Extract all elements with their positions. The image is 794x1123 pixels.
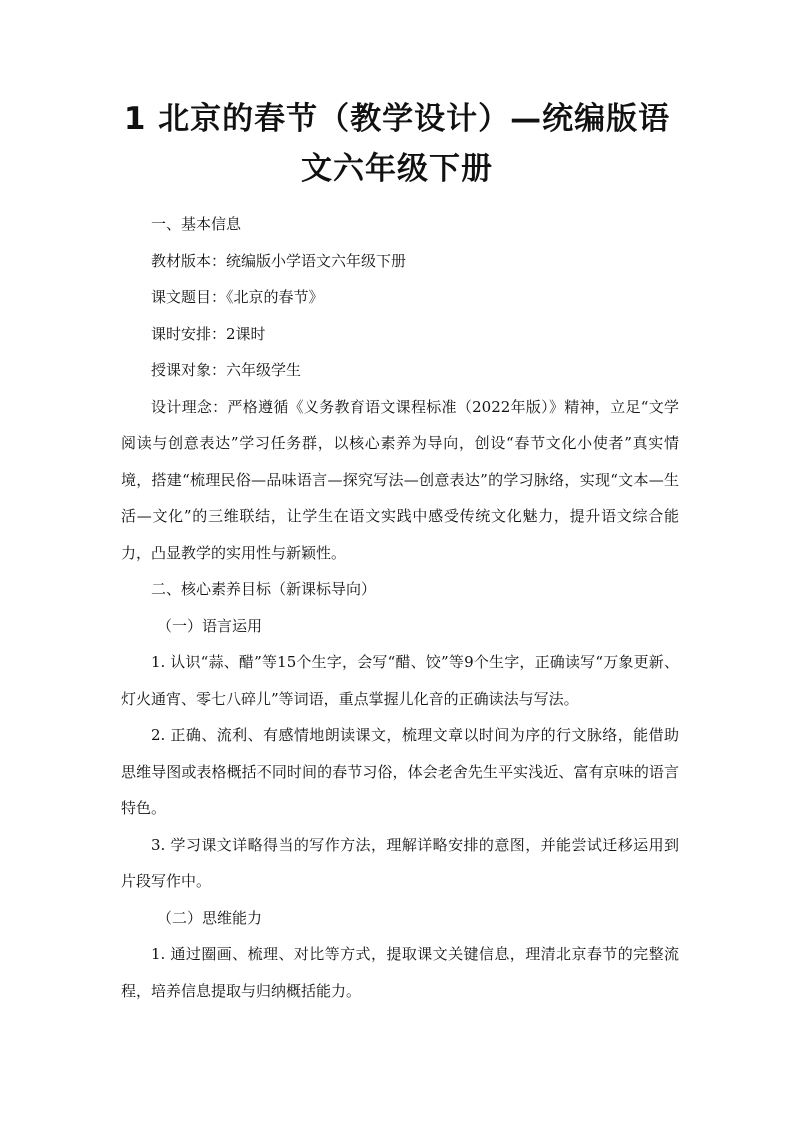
document-body: [121, 206, 679, 1009]
title-line-1: 1 北京的春节（教学设计）—统编版语: [123, 101, 671, 137]
language-goal-1: 1. 认识“蒜、醋”等15个生字，会写“醋、饺”等9个生字，正确读写“万象更新、灯火通宵、零七八碎儿”等词语，重点掌握儿化音的正确读法与写法。: [121, 653, 679, 708]
language-goal-3: 3. 学习课文详略得当的写作方法，理解详略安排的意图，并能尝试迁移运用到片段写作中。: [121, 835, 679, 890]
section-heading-basic-info: 一、基本信息: [151, 215, 242, 233]
language-goal-2: 2. 正确、流利、有感情地朗读课文，梳理文章以时间为序的行文脉络，能借助思维导图或表格概括不同时间的春节习俗，体会老舍先生平实浅近、富有京味的语言特色。: [121, 726, 679, 817]
info-audience: 授课对象：六年级学生: [151, 361, 302, 379]
info-class-hours: 课时安排：2课时: [151, 324, 266, 343]
title-line-2: 文六年级下册: [301, 151, 493, 187]
document-title: [96, 94, 698, 194]
info-lesson-title: 课文题目：《北京的春节》: [151, 288, 324, 306]
info-textbook-version: 教材版本：统编版小学语文六年级下册: [151, 251, 407, 270]
design-philosophy-paragraph: 设计理念：严格遵循《义务教育语文课程标准（2022年版）》精神，立足“文学阅读与创意表达”学习任务群，以核心素养为导向，创设“春节文化小使者”真实情境，搭建“梳理民俗—品味语言—探究写法—创意表达”的学习脉络，实现“文本—生活—文化”的三维联结，让学生在语文实践中感受传统文化魅力，提升语文综合能力，凸显教学的实用性与新颖性。: [121, 397, 679, 562]
thinking-goal-1: 1. 通过圈画、梳理、对比等方式，提取课文关键信息，理清北京春节的完整流程，培养信息提取与归纳概括能力。: [121, 945, 679, 1000]
section-heading-core-goals: 二、核心素养目标（新课标导向）: [151, 580, 377, 598]
subsection-heading-thinking: （二）思维能力: [157, 908, 263, 927]
subsection-heading-language: （一）语言运用: [157, 616, 263, 635]
